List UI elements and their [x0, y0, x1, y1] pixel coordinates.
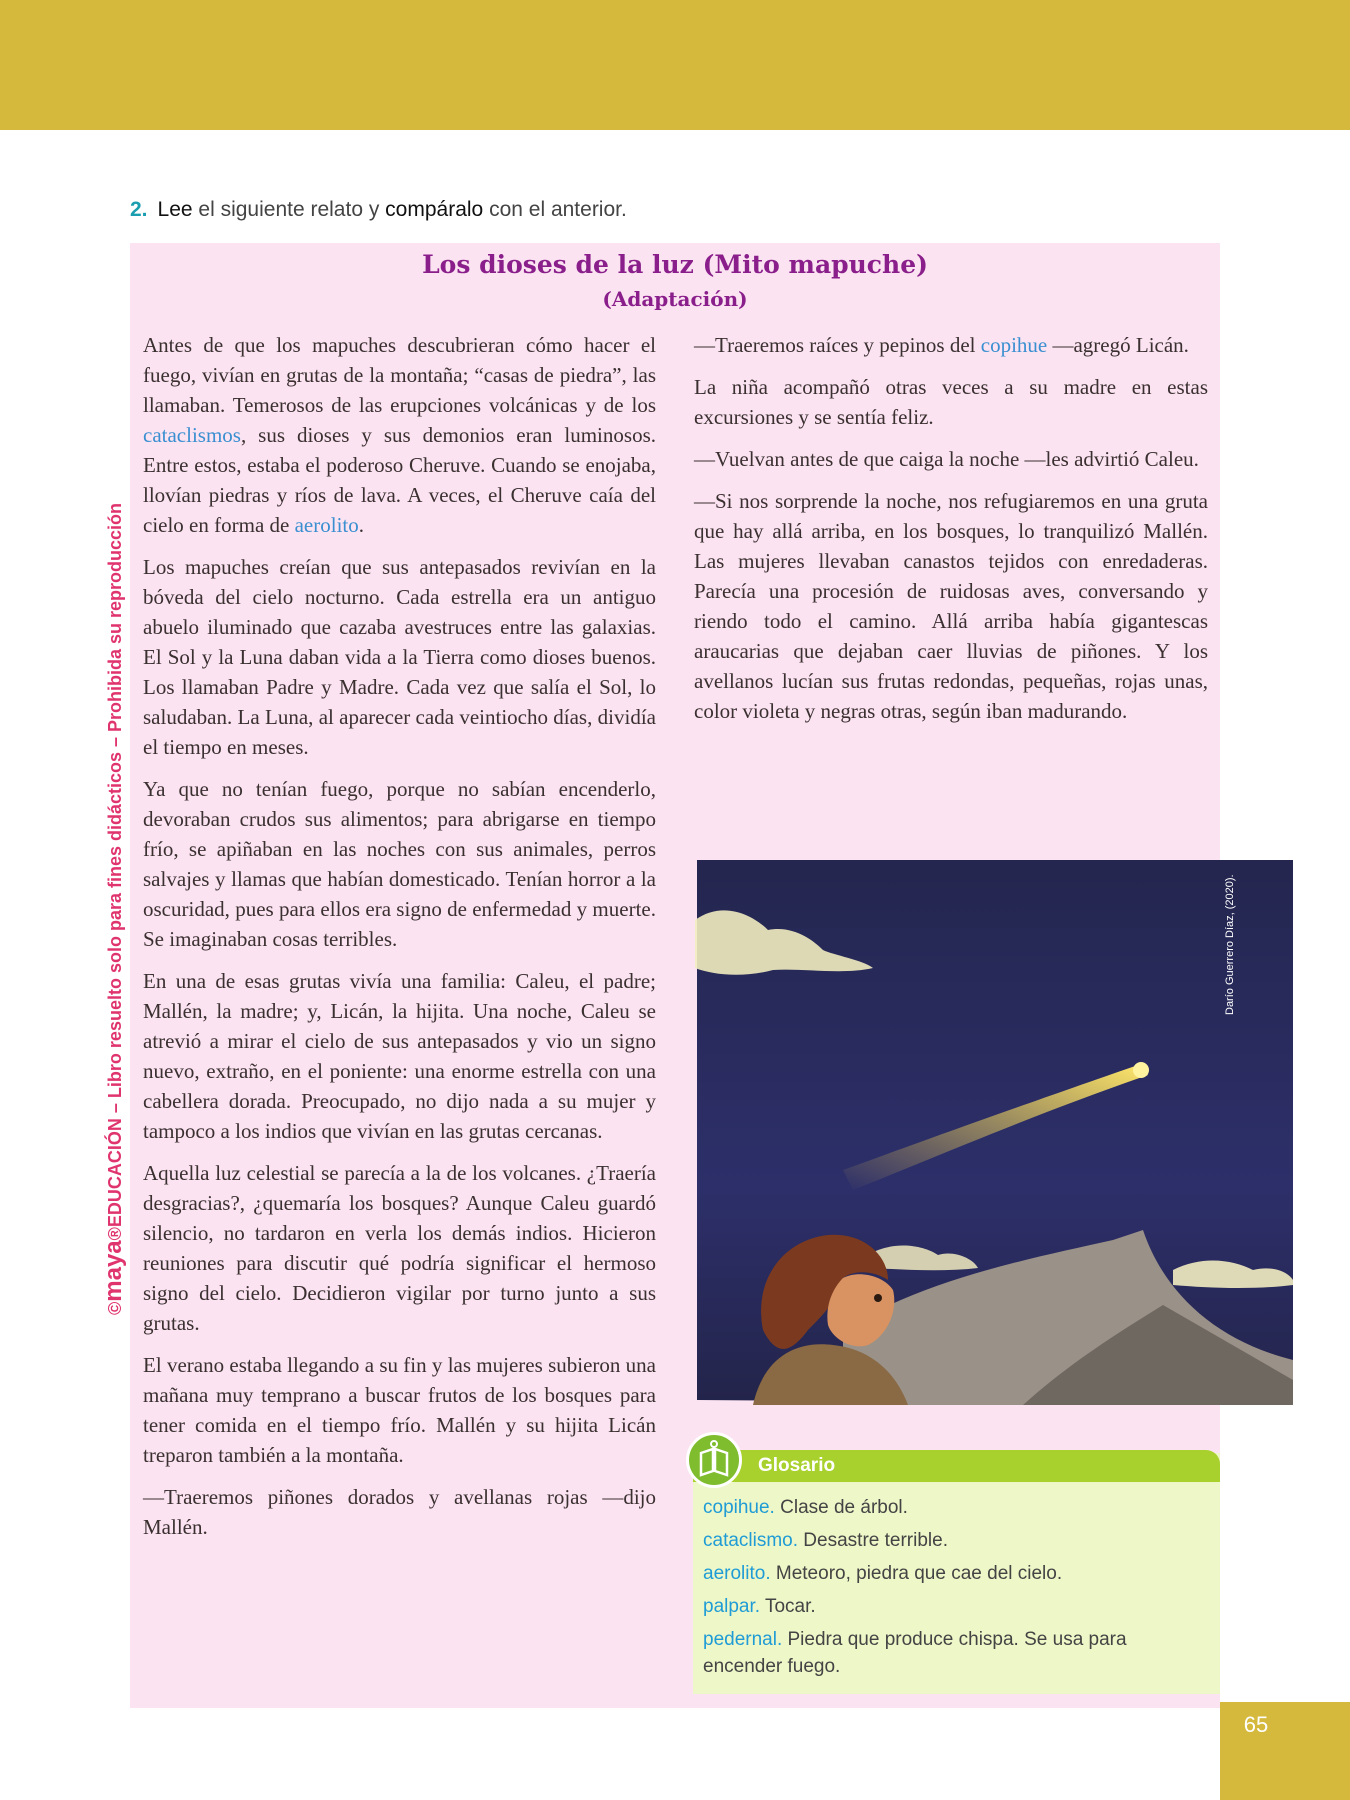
story-paragraph: —Vuelvan antes de que caiga la noche —les advirtió Caleu.: [694, 447, 1199, 471]
activity-number: 2.: [130, 198, 148, 221]
glossary-definition: Meteoro, piedra que cae del cielo.: [770, 1563, 1063, 1584]
glossary-keyword-copihue: copihue: [980, 333, 1048, 357]
book-icon: [686, 1432, 742, 1488]
instruction-text-2: con el anterior.: [483, 198, 627, 221]
activity-instruction: [130, 198, 627, 222]
paragraph-text: Antes de que los mapuches descubrieran cómo hacer el fuego, vivían en grutas de la montaña; “casas de piedra”, las llamaban. Temerosos de las erupciones volcánicas y de los: [143, 333, 656, 417]
story-paragraph: —Si nos sorprende la noche, nos refugiaremos en una gruta que hay allá arriba, en los bosques, lo tranquilizó Mallén. Las mujeres llevaban canastos tejidos con enredaderas. Parecía una procesión de ruidosas aves, conversando y riendo todo el camino. Allá arriba había gigantescas araucarias que dejaban caer lluvias de piñones. Y los avellanos lucían sus frutas redondas, pequeñas, rojas unas, color violeta y negras otras, según iban madurando.: [694, 489, 1208, 723]
glossary-term: pedernal.: [703, 1629, 783, 1650]
registered-symbol: ®: [105, 1227, 125, 1241]
story-left-column: [143, 330, 656, 1554]
story-paragraph: En una de esas grutas vivía una familia: Caleu, el padre; Mallén, la madre; y, Licán, la hijita. Una noche, Caleu se atrevió a mirar el cielo de sus antepasados y vio un signo nuevo, extraño, en el poniente: una enorme estrella con una cabellera dorada. Preocupado, no dijo nada a su mujer y tampoco a los indios que vivían en las grutas cercanas.: [143, 969, 656, 1143]
glossary-title: Glosario: [758, 1455, 836, 1476]
glossary-term: copihue.: [703, 1497, 775, 1518]
comet-illustration: [693, 860, 1293, 1405]
glossary-entry: [703, 1527, 1208, 1554]
glossary-keyword-aerolito: aerolito: [294, 513, 359, 537]
story-title: Los dioses de la luz (Mito mapuche): [422, 250, 928, 279]
copyright-text: EDUCACIÓN – Libro resuelto solo para fines didácticos – Prohibida su reproducción: [105, 502, 125, 1228]
story-paragraph: Aquella luz celestial se parecía a la de los volcanes. ¿Traería desgracias?, ¿quemaría los bosques? Aunque Caleu guardó silencio, no tardaron en verla los demás indios. Hicieron reuniones para discutir qué podría significar el hermoso signo del cielo. Decidieron vigilar por turno junto a sus grutas.: [143, 1161, 656, 1335]
glossary-term: cataclismo.: [703, 1530, 799, 1551]
illustration-credit: Darío Guerrero Díaz, (2020).: [1224, 874, 1236, 1015]
glossary-definition: Desastre terrible.: [798, 1530, 948, 1551]
glossary-term: aerolito.: [703, 1563, 771, 1584]
story-paragraph: —Traeremos piñones dorados y avellanas rojas —dijo Mallén.: [143, 1485, 656, 1539]
page-number: 65: [1243, 1712, 1269, 1737]
glossary-entry: [703, 1626, 1208, 1680]
glossary-definition: Clase de árbol.: [774, 1497, 908, 1518]
glossary-list: [703, 1494, 1208, 1686]
paragraph-text: —agregó Licán.: [1047, 333, 1189, 357]
glossary-definition: Tocar.: [760, 1596, 816, 1617]
story-subtitle: (Adaptación): [602, 287, 748, 311]
glossary-entry: [703, 1593, 1208, 1620]
story-paragraph: Los mapuches creían que sus antepasados revivían en la bóveda del cielo nocturno. Cada estrella era un antiguo abuelo iluminado que cazaba avestruces entre las galaxias. El Sol y la Luna daban vida a la Tierra como dioses buenos. Los llamaban Padre y Madre. Cada vez que salía el Sol, lo saludaban. La Luna, al aparecer cada veintiocho días, dividía el tiempo en meses.: [143, 555, 656, 759]
paragraph-text: —Traeremos raíces y pepinos del: [694, 333, 981, 357]
story-paragraph: [143, 330, 656, 540]
story-paragraph: La niña acompañó otras veces a su madre en estas excursiones y se sentía feliz.: [694, 375, 1208, 429]
glossary-term: palpar.: [703, 1596, 761, 1617]
copyright-sidebar: [100, 503, 128, 1315]
paragraph-text: , sus dioses y sus demonios eran luminosos. Entre estos, estaba el poderoso Cheruve. Cuando se enojaba, llovían piedras y ríos de lava. A veces, el Cheruve caía del cielo en forma de: [143, 423, 656, 537]
story-right-column: [694, 330, 1208, 738]
paragraph-text: .: [358, 513, 364, 537]
instruction-verb-read: Lee: [157, 198, 193, 221]
story-paragraph: El verano estaba llegando a su fin y las mujeres subieron una mañana muy temprano a buscar frutos de los bosques para tener comida en el tiempo frío. Mallén y su hijita Licán treparon también a la montaña.: [143, 1353, 656, 1467]
instruction-text-1: el siguiente relato y: [192, 198, 386, 221]
instruction-verb-compare: compáralo: [385, 198, 484, 221]
story-paragraph: Ya que no tenían fuego, porque no sabían encenderlo, devoraban crudos sus alimentos; para abrigarse en tiempo frío, se apiñaban en las noches con sus animales, perros salvajes y llamas que habían domesticado. Tenían horror a la oscuridad, pues para ellos era signo de enfermedad y muerte. Se imaginaban cosas terribles.: [143, 777, 656, 951]
comet-head: [1133, 1062, 1149, 1078]
glossary-keyword-cataclismos: cataclismos: [143, 423, 241, 447]
character-eye: [874, 1294, 882, 1302]
copyright-symbol: ©: [105, 1301, 125, 1315]
top-color-band: [0, 0, 1350, 130]
story-paragraph: [694, 330, 1208, 360]
glossary-entry: [703, 1560, 1208, 1587]
glossary-definition: Piedra que produce chispa. Se usa para encender fuego.: [703, 1629, 1127, 1677]
publisher-logo: maya: [100, 1240, 127, 1302]
glossary-entry: [703, 1494, 1208, 1521]
